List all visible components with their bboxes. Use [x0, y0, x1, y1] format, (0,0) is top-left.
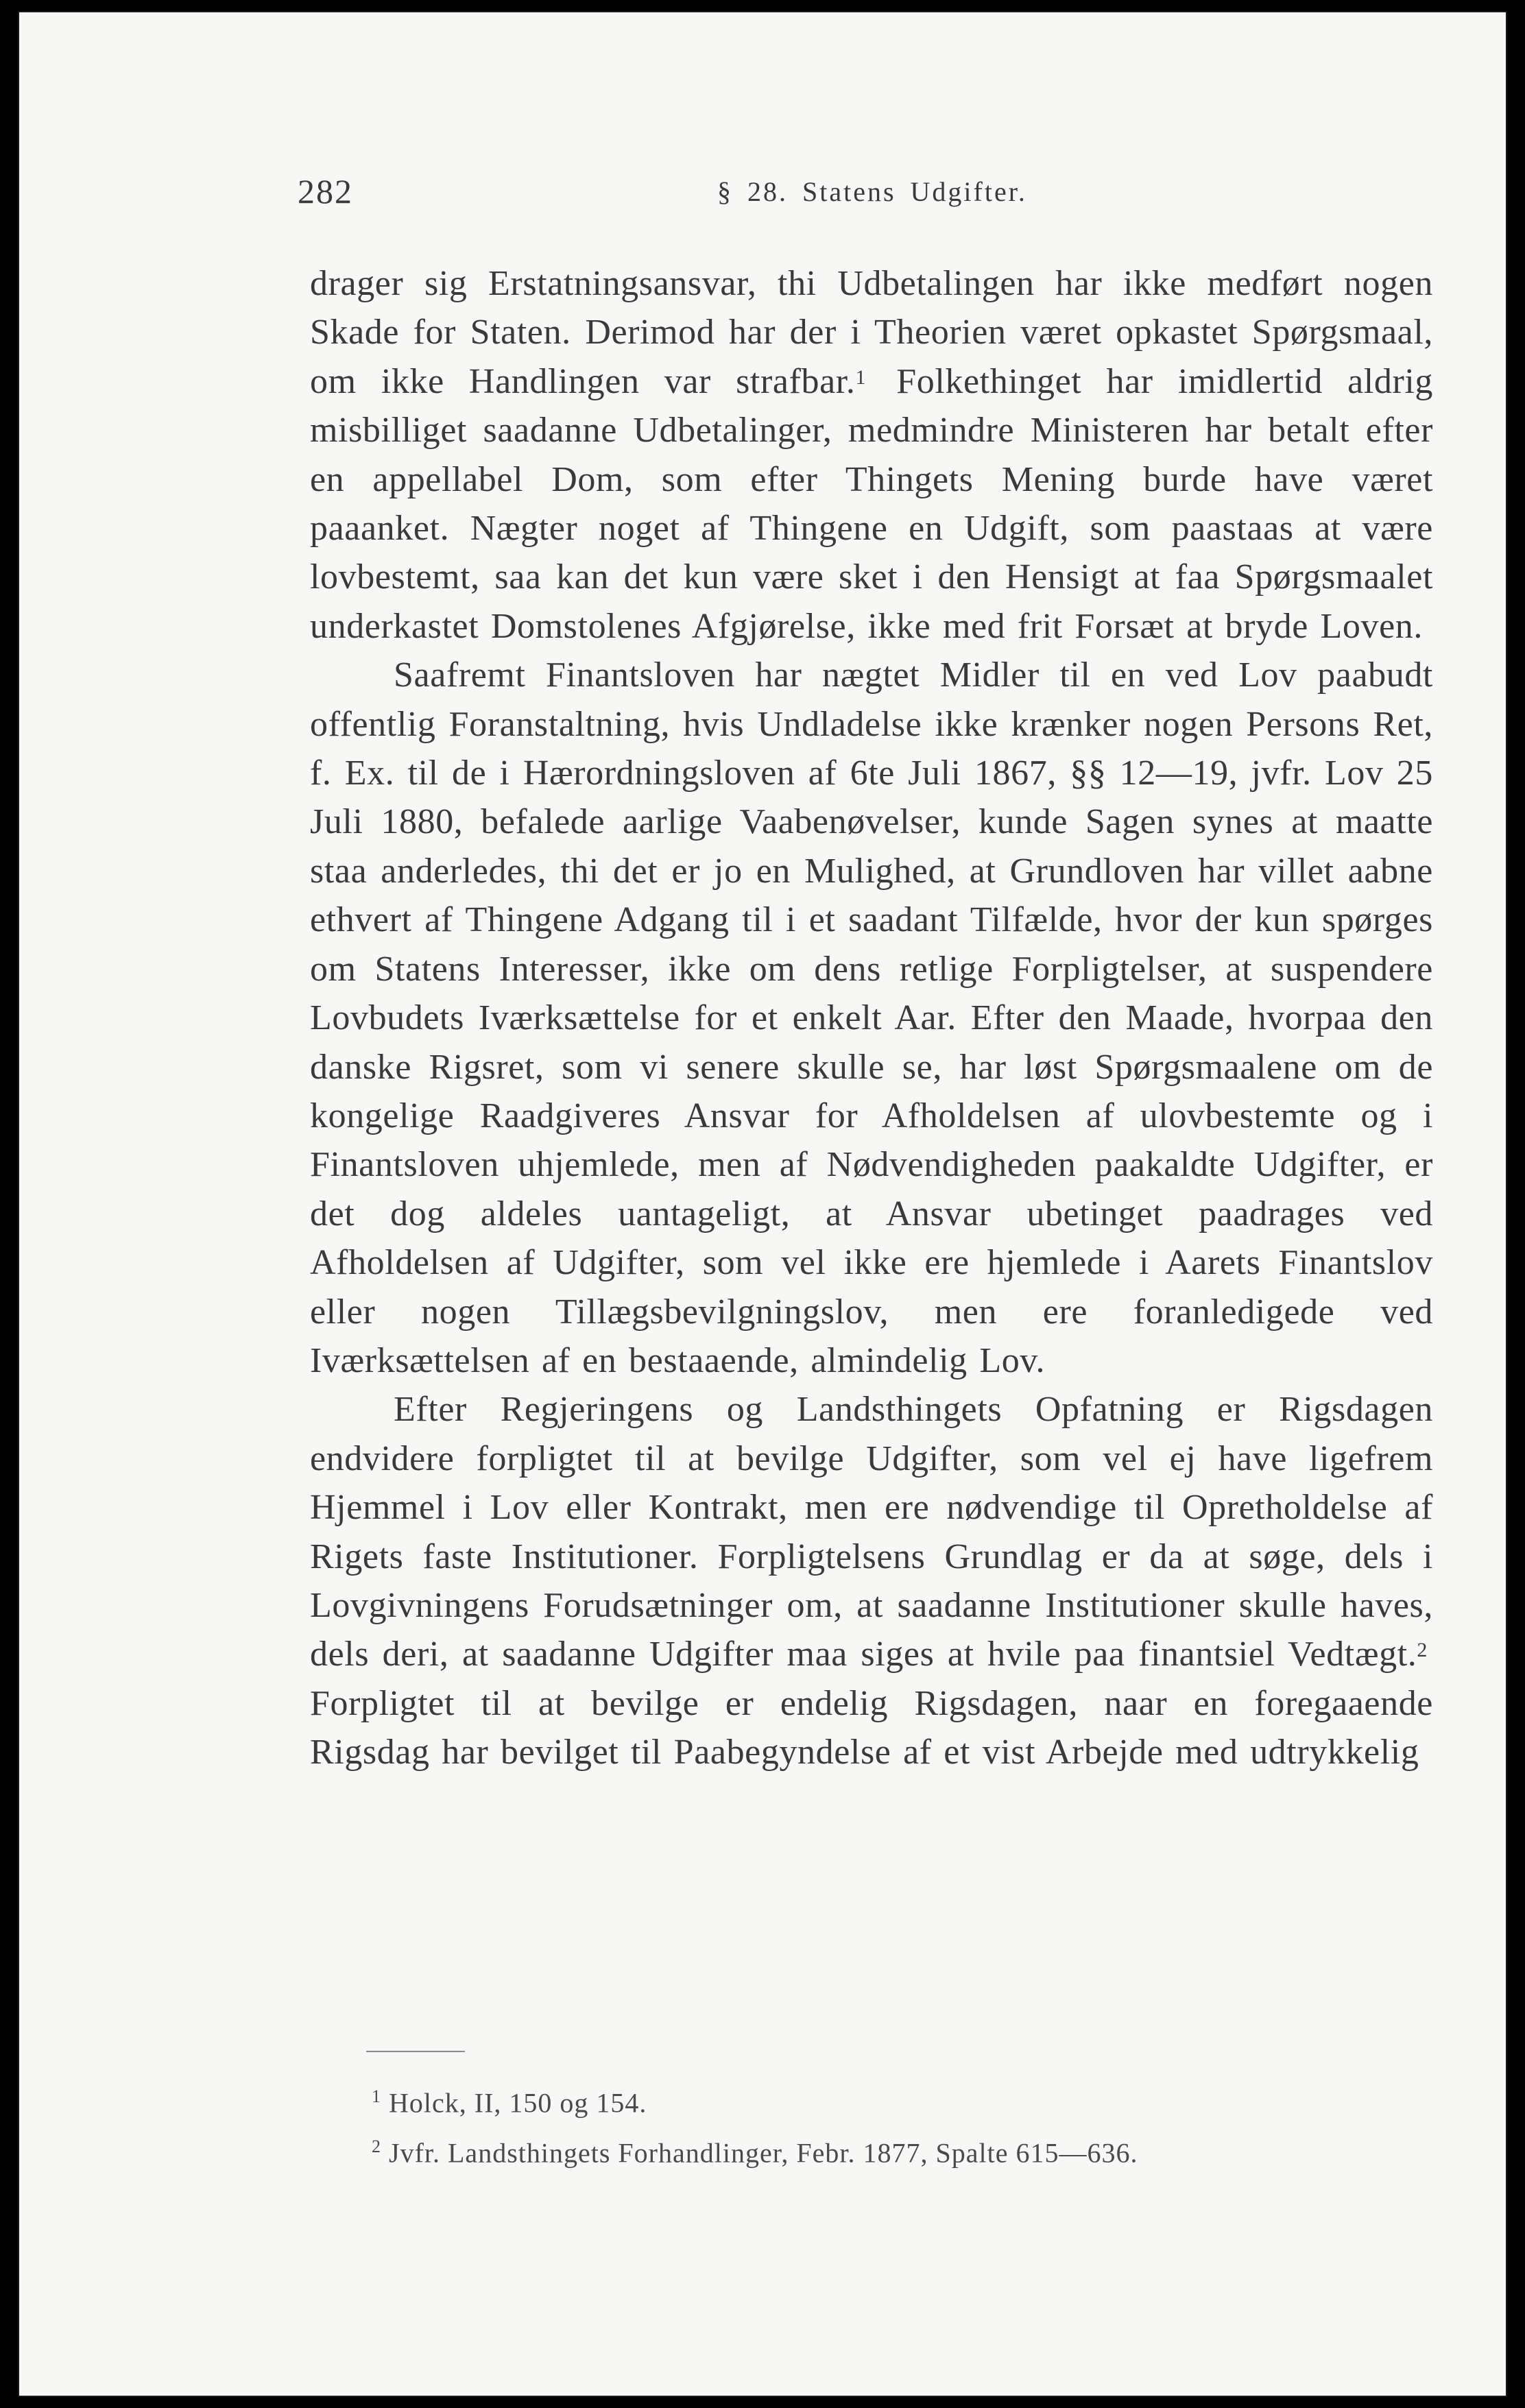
footnotes [372, 2075, 1428, 2176]
paragraph-3 [310, 1385, 1433, 1777]
footnote-2-text: Jvfr. Landsthingets Forhandlinger, Febr. 1877, Spalte 615—636. [389, 2137, 1138, 2169]
running-head [298, 171, 1367, 213]
paragraph-2: Saafremt Finantsloven har nægtet Midler til en ved Lov paabudt offentlig Foranstaltning, hvis Undladelse ikke krænker nogen Persons Ret, f. Ex. til de i Hærordningsloven af 6te Juli 1867, §§ 12—19, jvfr. Lov 25 Juli 1880, befalede aarlige Vaabenøvelser, kunde Sagen synes at maatte staa anderledes, thi det er jo en Mulighed, at Grundloven har villet aabne ethvert af Thingene Adgang til i et saadant Tilfælde, hvor der kun spørges om Statens Interesser, ikke om dens retlige Forpligtelser, at suspendere Lovbudets Iværksættelse for et enkelt Aar. Efter den Maade, hvorpaa den danske Rigsret, som vi senere skulle se, har løst Spørgsmaalene om de kongelige Raadgiveres Ansvar for Afholdelsen af ulovbestemte og i Finantsloven uhjemlede, men af Nødvendigheden paakaldte Udgifter, er det dog aldeles uantageligt, at Ansvar ubetinget paadrages ved Afholdelsen af Udgifter, som vel ikke ere hjemlede i Aarets Finantslov eller nogen Tillægsbevilgningslov, men ere foranledigede ved Iværksættelsen af en bestaaende, almindelig Lov. [310, 655, 1433, 1380]
paragraph-3-text-a: Efter Regjeringens og Landsthingets Opfatning er Rigsdagen endvidere forpligtet til at bevilge Udgifter, som vel ej have ligefrem Hjemmel i Lov eller Kontrakt, men ere nødvendige til Opretholdelse af Rigets faste Institutioner. Forpligtelsens Grundlag er da at søge, dels i Lovgivningens Forudsætninger om, at saadanne Institutioner skulle haves, dels deri, at saadanne Udgifter maa siges at hvile paa finantsiel Vedtægt. [310, 1390, 1433, 1674]
page-number: 282 [298, 172, 353, 210]
footnote-1 [372, 2075, 1428, 2125]
footnote-1-text: Holck, II, 150 og 154. [389, 2087, 647, 2119]
paragraph-1-text-a: drager sig Erstatningsansvar, thi Udbetalingen har ikke medført nogen Skade for Staten. Derimod har der i Theorien været opkastet Spørgsmaal, om ikke Handlingen var strafbar. [310, 264, 1433, 401]
paragraph-3-text-b: Forpligtet til at bevilge er endelig Rigsdagen, naar en foregaaende Rigsdag har bevilget til Paabegyndelse af et vist Arbejde med udtrykkelig [310, 1683, 1433, 1772]
footnote-1-mark: 1 [372, 2086, 381, 2106]
paragraph-1-text-b: Folkethinget har imidlertid aldrig misbilliget saadanne Udbetalinger, medmindre Ministeren har betalt efter en appellabel Dom, som efter Thingets Mening burde have været paaanket. Nægter noget af Thingene en Udgift, som paastaas at være lovbestemt, saa kan det kun være sket i den Hensigt at faa Spørgsmaalet underkastet Domstolenes Afgjørelse, ikke med frit Forsæt at bryde Loven. [310, 361, 1434, 646]
paragraph-1 [310, 259, 1433, 651]
footnote-ref-1: 1 [855, 365, 867, 389]
book-page [19, 12, 1506, 2396]
section-title: § 28. Statens Udgifter. [717, 176, 1027, 207]
main-text [310, 259, 1433, 1777]
footnote-2 [372, 2125, 1428, 2175]
footnote-divider [366, 2051, 465, 2052]
footnote-2-mark: 2 [372, 2136, 381, 2157]
footnote-ref-2: 2 [1417, 1639, 1428, 1662]
